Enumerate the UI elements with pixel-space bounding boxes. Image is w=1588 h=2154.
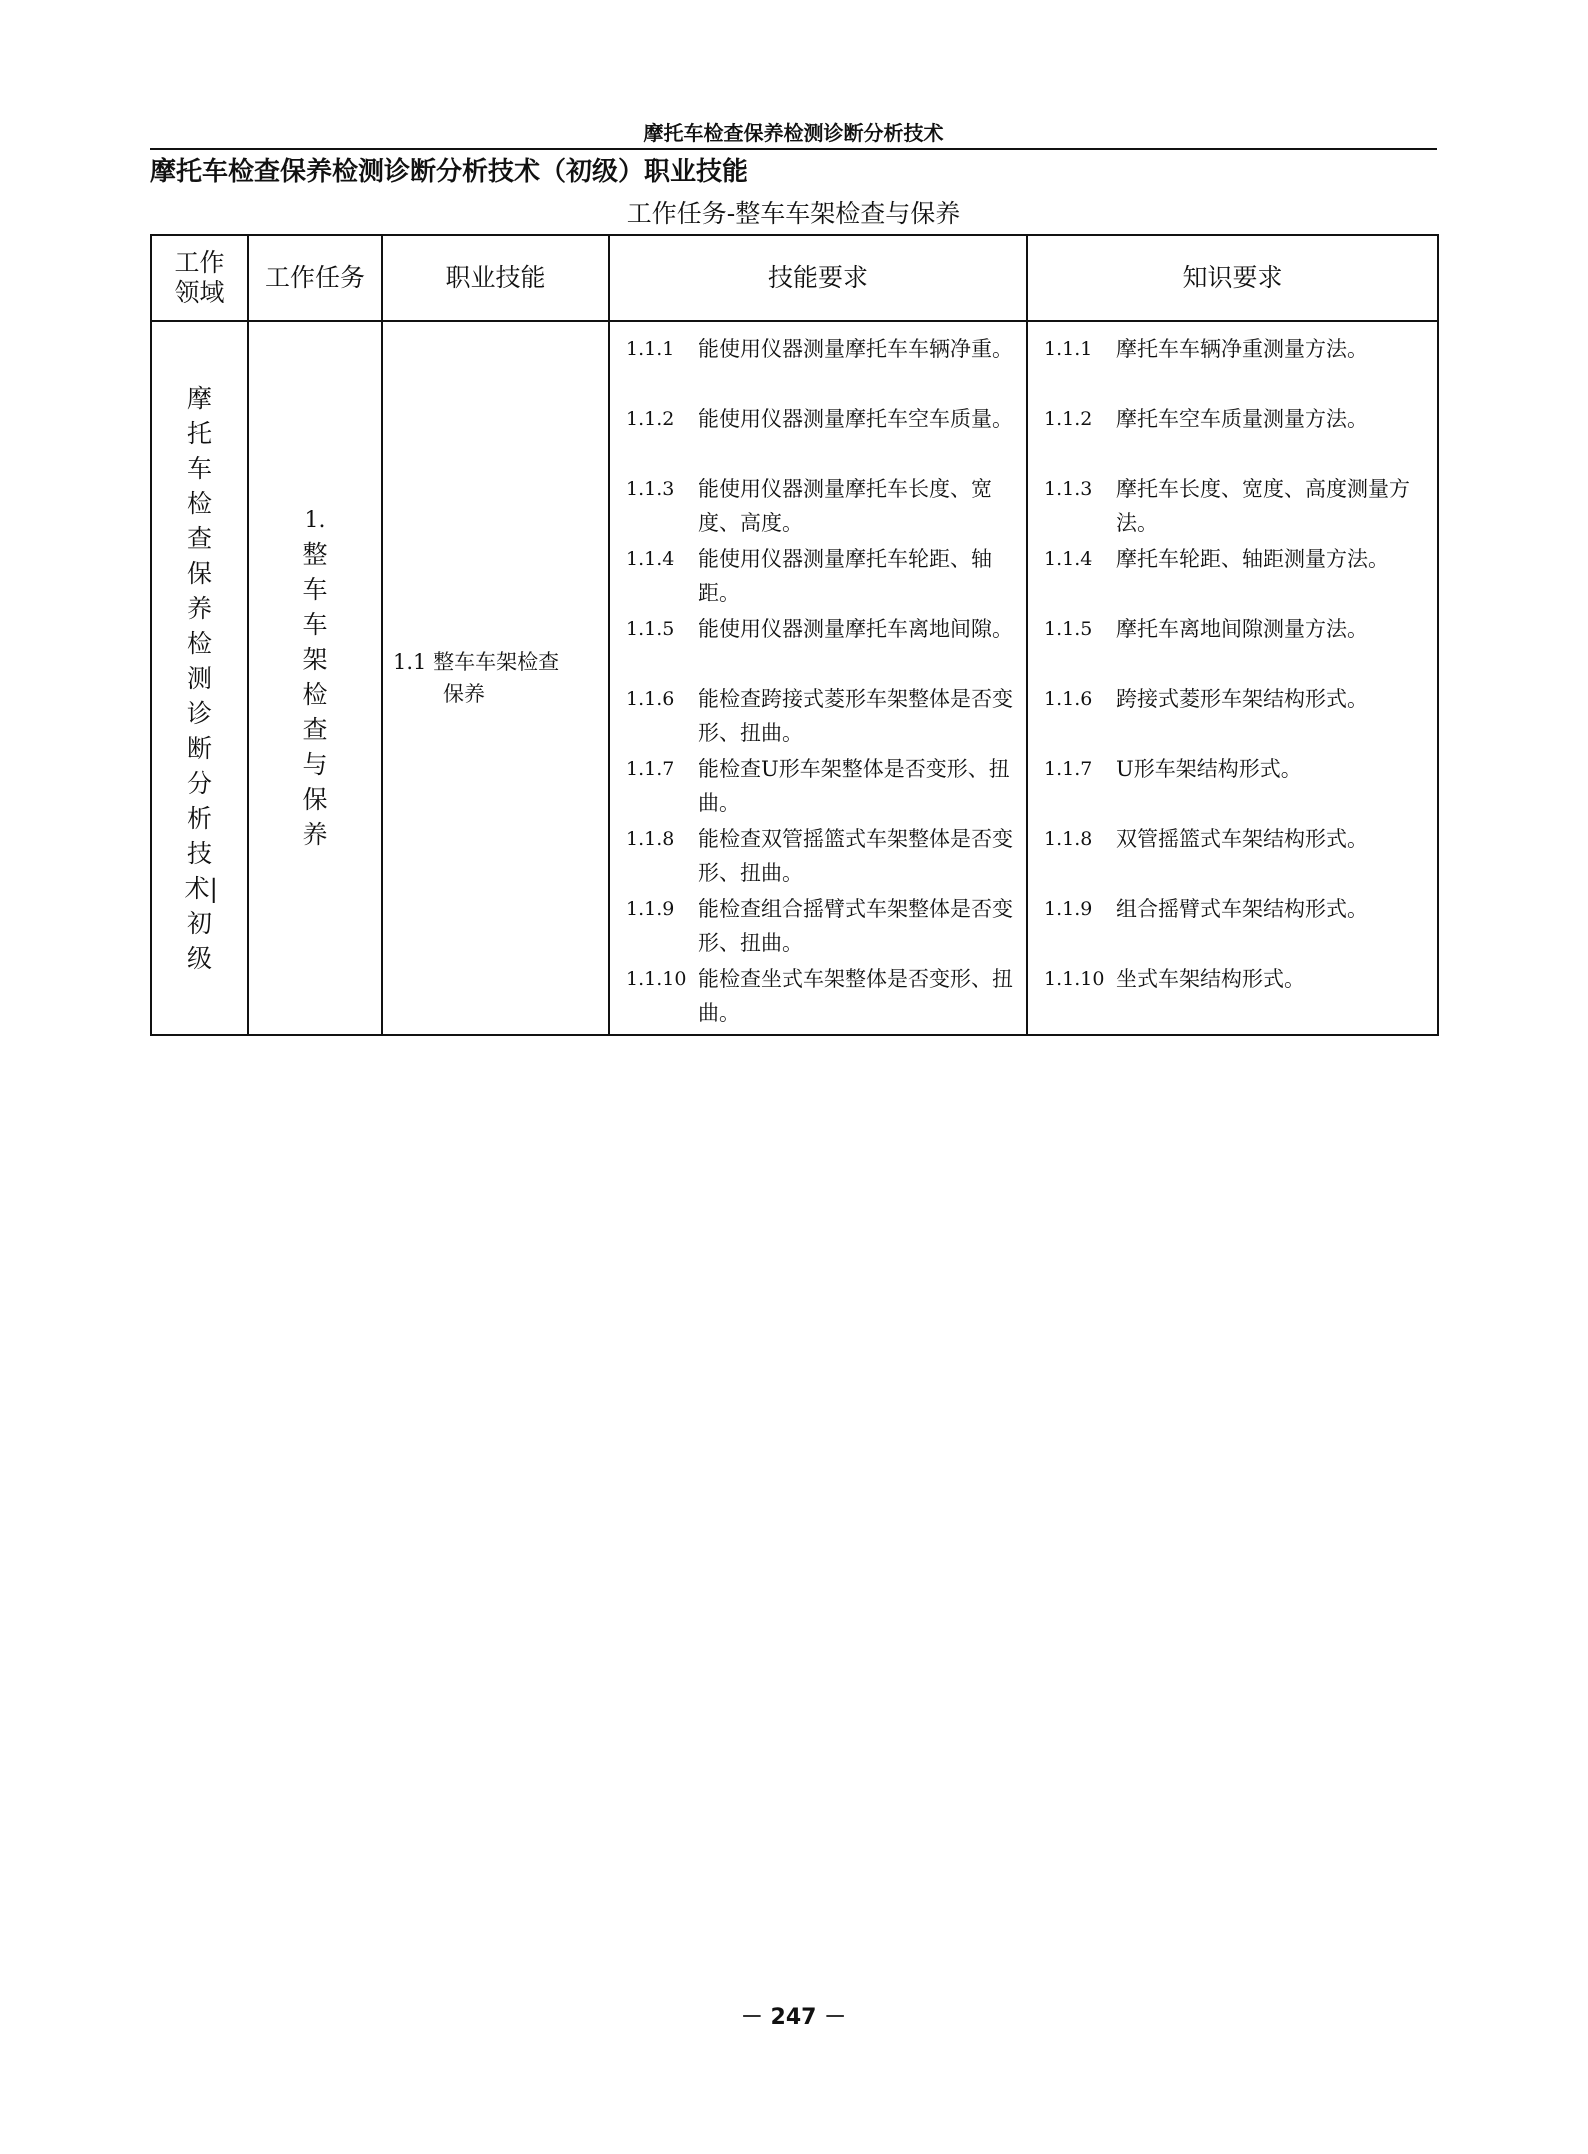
skill-requirement-item xyxy=(626,752,1016,822)
skill-requirement-item xyxy=(626,892,1016,962)
knowledge-requirement-item-number: 1.1.6 xyxy=(1044,688,1093,710)
work-domain-cell xyxy=(151,321,248,1035)
skill-line1: 1.1 整车车架检查 xyxy=(393,650,560,674)
knowledge-requirements-cell xyxy=(1027,321,1438,1035)
knowledge-requirement-item-number: 1.1.4 xyxy=(1044,548,1093,570)
table-header-row xyxy=(151,235,1438,321)
header-domain-line2: 领域 xyxy=(174,278,225,307)
skill-requirement-item xyxy=(626,542,1016,612)
skill-requirement-item-text: 能检查跨接式菱形车架整体是否变形、扭曲。 xyxy=(698,687,1013,745)
knowledge-requirement-item-number: 1.1.3 xyxy=(1044,478,1093,500)
knowledge-requirement-item xyxy=(1044,332,1427,402)
skill-requirement-item-number: 1.1.3 xyxy=(626,478,675,500)
knowledge-requirements-list xyxy=(1028,322,1437,1032)
skill-requirement-item-number: 1.1.5 xyxy=(626,618,675,640)
work-task-text: 整车车架检查与保养 xyxy=(302,539,328,849)
header-work-domain xyxy=(151,235,248,321)
header-knowledge-requirements: 知识要求 xyxy=(1027,235,1438,321)
knowledge-requirement-item xyxy=(1044,402,1427,472)
skill-requirement-item-text: 能检查组合摇臂式车架整体是否变形、扭曲。 xyxy=(698,897,1013,955)
knowledge-requirement-item-text: 摩托车轮距、轴距测量方法。 xyxy=(1116,547,1389,571)
task-title: 工作任务-整车车架检查与保养 xyxy=(626,199,961,228)
skill-requirement-item-number: 1.1.1 xyxy=(626,338,675,360)
skill-requirement-item-text: 能使用仪器测量摩托车轮距、轴距。 xyxy=(698,547,992,605)
section-title: 摩托车检查保养检测诊断分析技术（初级）职业技能 xyxy=(150,157,749,187)
knowledge-requirement-item-text: 摩托车长度、宽度、高度测量方法。 xyxy=(1116,477,1410,535)
work-task-number: 1. xyxy=(304,507,326,533)
skill-requirement-item xyxy=(626,962,1016,1032)
knowledge-requirement-item xyxy=(1044,962,1427,1032)
skill-cell xyxy=(382,321,609,1035)
knowledge-requirement-item-text: U形车架结构形式。 xyxy=(1116,757,1302,781)
skill-requirement-item-number: 1.1.10 xyxy=(626,968,687,990)
knowledge-requirement-item-number: 1.1.1 xyxy=(1044,338,1093,360)
skill-requirements-cell xyxy=(609,321,1027,1035)
skill-requirement-item-text: 能检查双管摇篮式车架整体是否变形、扭曲。 xyxy=(698,827,1013,885)
skills-table xyxy=(150,234,1439,1036)
header-skill-requirements: 技能要求 xyxy=(609,235,1027,321)
skill-requirement-item xyxy=(626,822,1016,892)
skill-requirement-item-text: 能检查坐式车架整体是否变形、扭曲。 xyxy=(698,967,1013,1025)
skill-requirement-item xyxy=(626,332,1016,402)
header-rule xyxy=(150,148,1437,150)
knowledge-requirement-item-number: 1.1.5 xyxy=(1044,618,1093,640)
work-domain-text: 摩托车检查保养检测诊断分析技术|初级 xyxy=(184,383,218,973)
header-work-task: 工作任务 xyxy=(248,235,382,321)
skill-requirement-item-text: 能使用仪器测量摩托车车辆净重。 xyxy=(698,337,1013,361)
skill-requirement-item-text: 能使用仪器测量摩托车长度、宽度、高度。 xyxy=(698,477,992,535)
skill-requirement-item-number: 1.1.6 xyxy=(626,688,675,710)
skill-requirement-item-number: 1.1.7 xyxy=(626,758,675,780)
skill-requirement-item-text: 能使用仪器测量摩托车离地间隙。 xyxy=(698,617,1013,641)
skill-requirement-item-text: 能使用仪器测量摩托车空车质量。 xyxy=(698,407,1013,431)
knowledge-requirement-item-number: 1.1.7 xyxy=(1044,758,1093,780)
skill-requirement-item xyxy=(626,472,1016,542)
knowledge-requirement-item-number: 1.1.10 xyxy=(1044,968,1105,990)
work-task-cell xyxy=(248,321,382,1035)
table-row xyxy=(151,321,1438,1035)
knowledge-requirement-item xyxy=(1044,542,1427,612)
knowledge-requirement-item-number: 1.1.2 xyxy=(1044,408,1093,430)
header-skill: 职业技能 xyxy=(382,235,609,321)
skill-requirement-item xyxy=(626,682,1016,752)
knowledge-requirement-item xyxy=(1044,822,1427,892)
skill-requirement-item xyxy=(626,402,1016,472)
knowledge-requirement-item xyxy=(1044,752,1427,822)
knowledge-requirement-item xyxy=(1044,682,1427,752)
skill-requirement-item-number: 1.1.8 xyxy=(626,828,675,850)
knowledge-requirement-item-text: 坐式车架结构形式。 xyxy=(1116,967,1305,991)
skill-requirement-item-text: 能检查U形车架整体是否变形、扭曲。 xyxy=(698,757,1010,815)
running-header: 摩托车检查保养检测诊断分析技术 xyxy=(643,121,944,145)
skill-requirement-item xyxy=(626,612,1016,682)
knowledge-requirement-item xyxy=(1044,612,1427,682)
knowledge-requirement-item-number: 1.1.9 xyxy=(1044,898,1093,920)
knowledge-requirement-item-text: 双管摇篮式车架结构形式。 xyxy=(1116,827,1368,851)
knowledge-requirement-item-text: 摩托车离地间隙测量方法。 xyxy=(1116,617,1368,641)
skill-requirement-item-number: 1.1.2 xyxy=(626,408,675,430)
knowledge-requirement-item-text: 组合摇臂式车架结构形式。 xyxy=(1116,897,1368,921)
knowledge-requirement-item-text: 摩托车空车质量测量方法。 xyxy=(1116,407,1368,431)
knowledge-requirement-item-text: 跨接式菱形车架结构形式。 xyxy=(1116,687,1368,711)
skill-requirement-item-number: 1.1.4 xyxy=(626,548,675,570)
skill-requirement-item-number: 1.1.9 xyxy=(626,898,675,920)
header-domain-line1: 工作 xyxy=(174,248,225,277)
knowledge-requirement-item xyxy=(1044,892,1427,962)
page-number: － 247 － xyxy=(740,2005,847,2030)
knowledge-requirement-item-text: 摩托车车辆净重测量方法。 xyxy=(1116,337,1368,361)
knowledge-requirement-item-number: 1.1.8 xyxy=(1044,828,1093,850)
skill-requirements-list xyxy=(610,322,1026,1032)
knowledge-requirement-item xyxy=(1044,472,1427,542)
skill-line2: 保养 xyxy=(443,682,485,706)
